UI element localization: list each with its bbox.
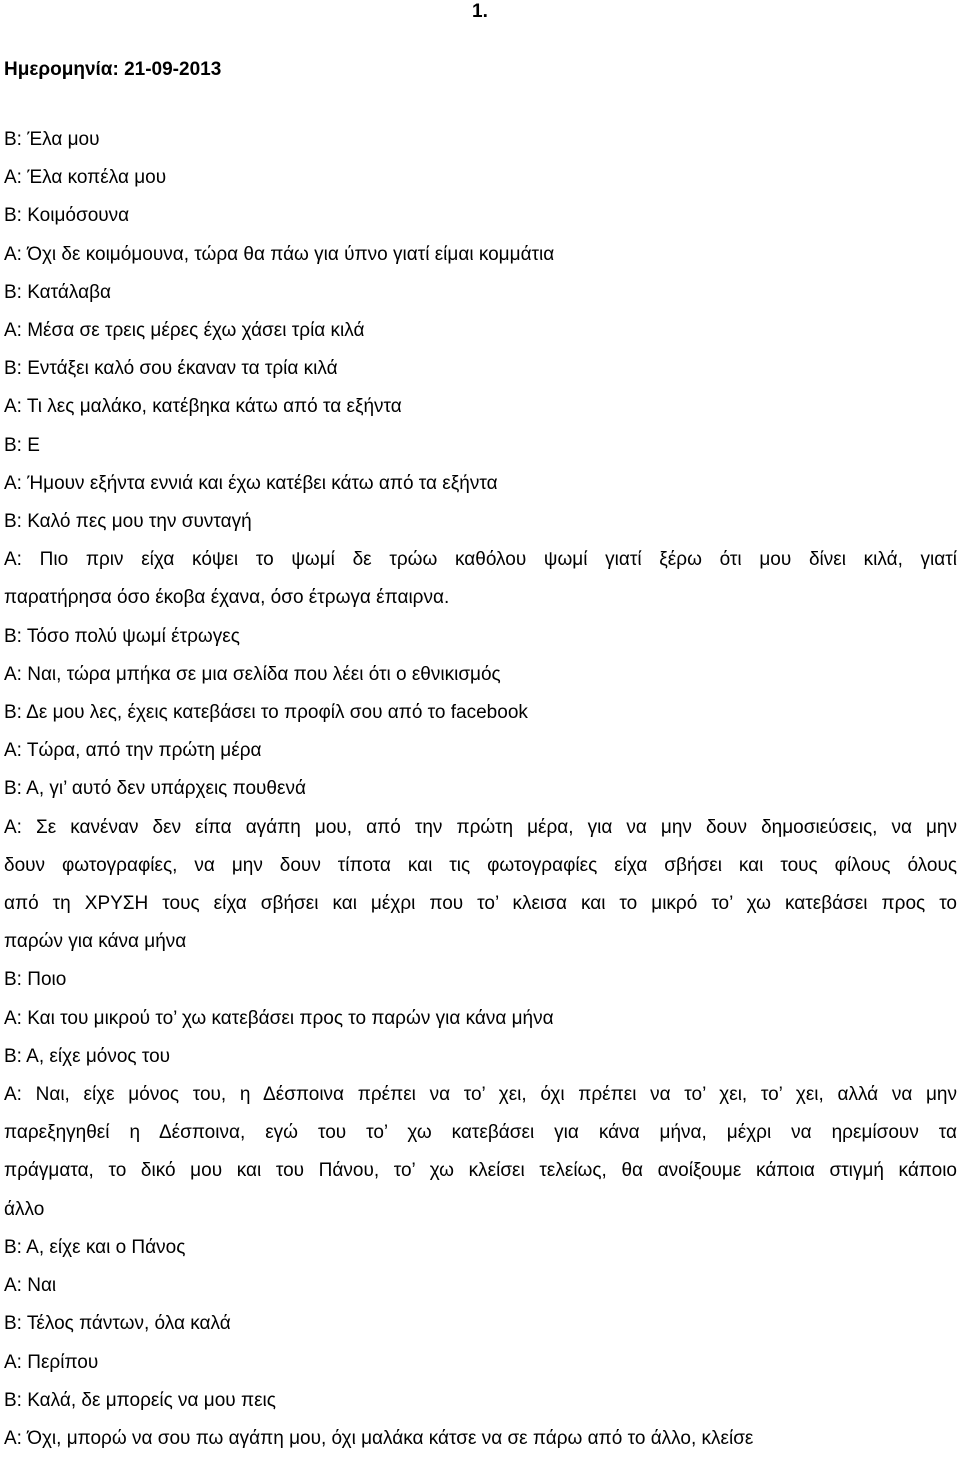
dialogue-line: Α: Έλα κοπέλα μου [4, 167, 167, 189]
dialogue-line: Α: Ναι, είχε μόνος του, η Δέσποινα πρέπει να το’ χει, όχι πρέπει να το’ χει, το’ χει, αλλά να μην [4, 1084, 957, 1106]
dialogue-line: παρών για κάνα μήνα [4, 931, 187, 953]
dialogue-line: άλλο [4, 1198, 45, 1220]
dialogue-line: Β: Ποιο [4, 969, 67, 991]
dialogue-line: Β: Α, γι’ αυτό δεν υπάρχεις πουθενά [4, 778, 306, 800]
dialogue-line: Β: Τόσο πολύ ψωμί έτρωγες [4, 625, 240, 647]
dialogue-line: Α: Περίπου [4, 1351, 99, 1373]
dialogue-line: Β: Ε [4, 434, 40, 456]
dialogue-line: Α: Όχι, μπορώ να σου πω αγάπη μου, όχι μαλάκα κάτσε να σε πάρω από το άλλο, κλείσε [4, 1427, 754, 1449]
dialogue-line: παρατήρησα όσο έκοβα έχανα, όσο έτρωγα έπαιρνα. [4, 587, 450, 609]
dialogue-line: Β: Τέλος πάντων, όλα καλά [4, 1313, 231, 1335]
dialogue-line: Β: Κοιμόσουνα [4, 205, 130, 227]
dialogue-line: Α: Ήμουν εξήντα εννιά και έχω κατέβει κάτω από τα εξήντα [4, 472, 498, 494]
dialogue-line: Β: Δε μου λες, έχεις κατεβάσει το προφίλ σου από το facebook [4, 702, 528, 724]
date-heading: Ημερομηνία: 21-09-2013 [4, 59, 222, 80]
dialogue-transcript [4, 121, 957, 1458]
dialogue-line: Β: Α, είχε μόνος του [4, 1045, 171, 1067]
dialogue-line: Β: Α, είχε και ο Πάνος [4, 1236, 186, 1258]
dialogue-line: Α: Μέσα σε τρεις μέρες έχω χάσει τρία κιλά [4, 320, 365, 342]
dialogue-line: δουν φωτογραφίες, να μην δουν τίποτα και τις φωτογραφίες είχα σβήσει και τους φίλους όλους [4, 854, 957, 876]
page-number: 1. [472, 1, 488, 22]
dialogue-line: Β: Κατάλαβα [4, 281, 111, 303]
dialogue-line: Α: Πιο πριν είχα κόψει το ψωμί δε τρώω καθόλου ψωμί γιατί ξέρω ότι μου δίνει κιλά, γιατί [4, 549, 957, 571]
dialogue-line: Β: Έλα μου [4, 129, 100, 150]
dialogue-line: Α: Όχι δε κοιμόμουνα, τώρα θα πάω για ύπνο γιατί είμαι κομμάτια [4, 243, 555, 265]
dialogue-line: παρεξηγηθεί η Δέσποινα, εγώ του το’ χω κατεβάσει για κάνα μήνα, μέχρι να ηρεμίσουν τα [4, 1122, 957, 1144]
dialogue-line: Α: Και του μικρού το’ χω κατεβάσει προς το παρών για κάνα μήνα [4, 1007, 554, 1029]
dialogue-line: Α: Ναι, τώρα μπήκα σε μια σελίδα που λέει ότι ο εθνικισμός [4, 663, 501, 685]
dialogue-line: Β: Καλό πες μου την συνταγή [4, 511, 252, 533]
dialogue-line: Α: Σε κανέναν δεν είπα αγάπη μου, από την πρώτη μέρα, για να μην δουν δημοσιεύσεις, να μην [4, 816, 957, 838]
dialogue-line: πράγματα, το δικό μου και του Πάνου, το’ χω κλείσει τελείως, θα ανοίξουμε κάποια στιγμή κάποιο [4, 1160, 957, 1182]
dialogue-line: Α: Τι λες μαλάκο, κατέβηκα κάτω από τα εξήντα [4, 396, 402, 418]
dialogue-line: Β: Εντάξει καλό σου έκαναν τα τρία κιλά [4, 358, 338, 380]
dialogue-line: Α: Τώρα, από την πρώτη μέρα [4, 740, 262, 762]
dialogue-line: Β: Καλά, δε μπορείς να μου πεις [4, 1389, 276, 1411]
dialogue-line: Α: Ναι [4, 1275, 57, 1297]
dialogue-line: από τη ΧΡΥΣΗ τους είχα σβήσει και μέχρι που το’ κλεισα και το μικρό το’ χω κατεβάσει προς το [4, 893, 957, 915]
